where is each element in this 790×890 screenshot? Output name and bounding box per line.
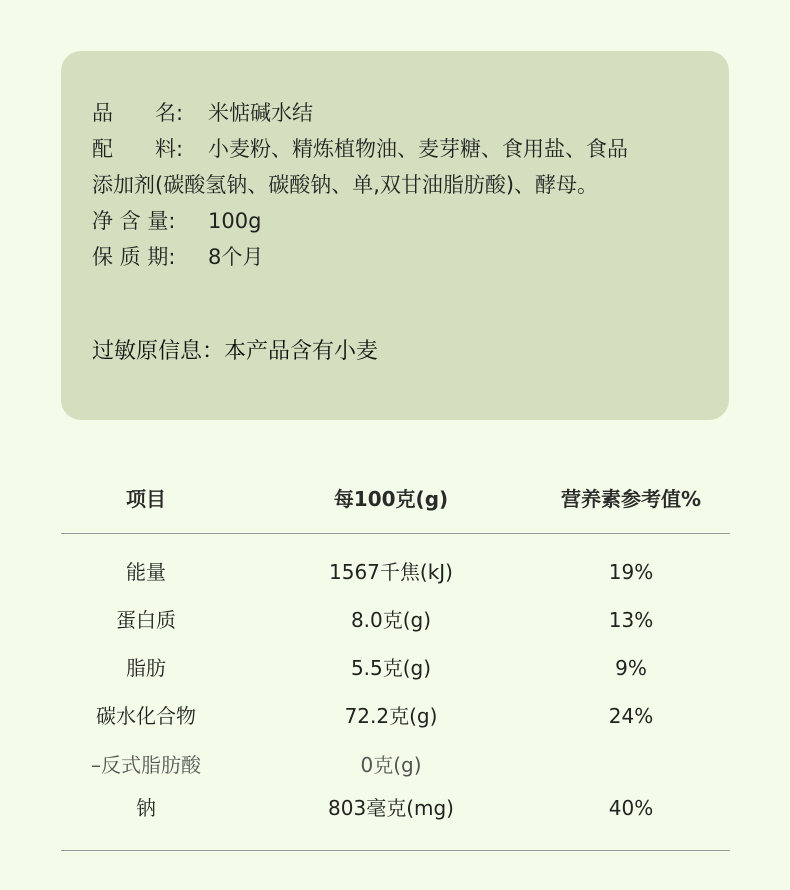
shelf-life-row [92,239,263,275]
row-transfat-item: –反式脂肪酸 [91,753,201,777]
header-per-100g: 每100克(g) [333,487,449,511]
header-nrv: 营养素参考值% [560,487,702,511]
net-content-value: 100g [208,209,262,233]
bottom-divider [61,850,730,851]
net-content-row [92,203,261,239]
ingredients-label: 配 料: [92,137,184,161]
product-name-row [92,95,313,131]
header-item: 项目 [126,487,166,511]
allergy-info: 过敏原信息：本产品含有小麦 [92,339,379,364]
ingredients-value-line2: 添加剂(碳酸氢钠、碳酸钠、单,双甘油脂肪酸)、酵母。 [92,173,599,197]
product-name-value: 米惦碱水结 [208,101,313,125]
row-protein-item: 蛋白质 [116,608,176,632]
row-protein-nrv: 13% [608,608,654,632]
row-sodium-item: 钠 [136,796,156,820]
ingredients-row [92,131,628,167]
row-carb-item: 碳水化合物 [96,704,196,728]
net-content-label: 净 含 量: [92,209,176,233]
row-fat-item: 脂肪 [126,656,166,680]
product-name-label: 品 名: [92,101,184,125]
row-sodium-nrv: 40% [608,796,654,820]
shelf-life-label: 保 质 期: [92,245,176,269]
row-energy-item: 能量 [126,560,166,584]
row-transfat-value: 0克(g) [360,753,422,777]
shelf-life-value: 8个月 [208,245,264,269]
header-divider [61,533,730,534]
row-carb-nrv: 24% [608,704,654,728]
row-energy-nrv: 19% [608,560,654,584]
row-carb-value: 72.2克(g) [344,704,438,728]
row-sodium-value: 803毫克(mg) [328,796,454,820]
row-fat-nrv: 9% [615,656,647,680]
ingredients-continued-row [92,167,598,203]
row-energy-value: 1567千焦(kJ) [329,560,453,584]
row-protein-value: 8.0克(g) [350,608,432,632]
row-fat-value: 5.5克(g) [350,656,432,680]
ingredients-value-line1: 小麦粉、精炼植物油、麦芽糖、食用盐、食品 [208,137,628,161]
product-info-card [61,51,729,420]
